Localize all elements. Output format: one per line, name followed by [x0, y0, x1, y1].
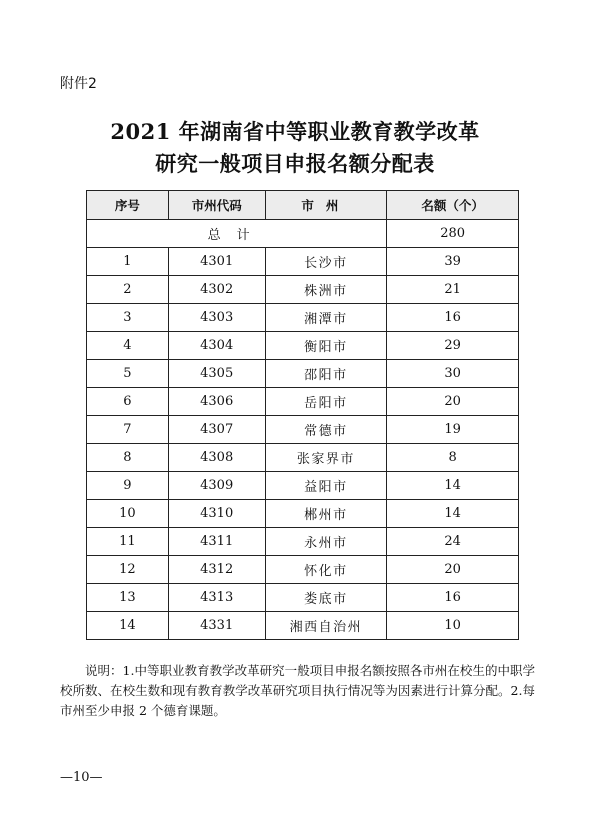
table-row	[87, 388, 519, 416]
row-city: 衡阳市	[265, 332, 387, 360]
row-city: 岳阳市	[265, 388, 387, 416]
table-row	[87, 500, 519, 528]
row-city: 怀化市	[265, 556, 387, 584]
header-city	[265, 191, 387, 220]
row-city-code: 4306	[168, 388, 265, 416]
row-seq: 14	[87, 612, 169, 640]
row-quota: 21	[387, 276, 519, 304]
row-seq: 6	[87, 388, 169, 416]
row-city: 湘西自治州	[265, 612, 387, 640]
table-row	[87, 304, 519, 332]
row-city: 长沙市	[265, 248, 387, 276]
quota-allocation-table	[86, 190, 519, 640]
row-seq: 9	[87, 472, 169, 500]
row-quota: 39	[387, 248, 519, 276]
row-seq: 1	[87, 248, 169, 276]
explanatory-note: 说明：1.中等职业教育教学改革研究一般项目申报名额按照各市州在校生的中职学校所数、在校生数和现有教育教学改革研究项目执行情况等为因素进行计算分配。2.每市州至少申报 2 个德育课题。	[60, 663, 535, 718]
table-row	[87, 584, 519, 612]
row-quota: 20	[387, 556, 519, 584]
row-seq: 13	[87, 584, 169, 612]
total-value: 280	[387, 220, 519, 248]
row-seq: 8	[87, 444, 169, 472]
table-row	[87, 360, 519, 388]
row-quota: 20	[387, 388, 519, 416]
row-seq: 10	[87, 500, 169, 528]
row-city: 株洲市	[265, 276, 387, 304]
table-row	[87, 528, 519, 556]
row-city: 张家界市	[265, 444, 387, 472]
table-row	[87, 276, 519, 304]
row-city-code: 4304	[168, 332, 265, 360]
row-quota: 10	[387, 612, 519, 640]
row-city-code: 4302	[168, 276, 265, 304]
row-city-code: 4311	[168, 528, 265, 556]
row-city: 永州市	[265, 528, 387, 556]
total-row	[87, 220, 519, 248]
row-city-code: 4308	[168, 444, 265, 472]
table-row	[87, 472, 519, 500]
row-quota: 16	[387, 304, 519, 332]
row-seq: 12	[87, 556, 169, 584]
row-city: 娄底市	[265, 584, 387, 612]
header-city-code: 市州代码	[168, 191, 265, 220]
row-seq: 2	[87, 276, 169, 304]
header-seq: 序号	[87, 191, 169, 220]
row-city-code: 4307	[168, 416, 265, 444]
row-city: 益阳市	[265, 472, 387, 500]
header-city-label: 市州	[301, 198, 351, 213]
table-row	[87, 556, 519, 584]
row-city-code: 4312	[168, 556, 265, 584]
row-city-code: 4309	[168, 472, 265, 500]
row-city-code: 4303	[168, 304, 265, 332]
row-seq: 7	[87, 416, 169, 444]
row-quota: 8	[387, 444, 519, 472]
row-seq: 4	[87, 332, 169, 360]
row-city: 常德市	[265, 416, 387, 444]
row-quota: 30	[387, 360, 519, 388]
row-city-code: 4305	[168, 360, 265, 388]
page-number: —10—	[60, 770, 103, 785]
row-quota: 14	[387, 472, 519, 500]
row-quota: 24	[387, 528, 519, 556]
row-city-code: 4301	[168, 248, 265, 276]
row-city: 邵阳市	[265, 360, 387, 388]
row-quota: 29	[387, 332, 519, 360]
row-city-code: 4313	[168, 584, 265, 612]
row-city-code: 4331	[168, 612, 265, 640]
row-quota: 14	[387, 500, 519, 528]
row-city: 郴州市	[265, 500, 387, 528]
row-quota: 16	[387, 584, 519, 612]
table-row	[87, 332, 519, 360]
document-title-line-2: 研究一般项目申报名额分配表	[155, 151, 435, 176]
row-seq: 11	[87, 528, 169, 556]
header-quota: 名额（个）	[387, 191, 519, 220]
total-label: 总计	[87, 220, 387, 248]
row-quota: 19	[387, 416, 519, 444]
row-seq: 3	[87, 304, 169, 332]
table-row	[87, 612, 519, 640]
document-title-line-1: 2021 年湖南省中等职业教育教学改革	[110, 119, 480, 144]
row-city-code: 4310	[168, 500, 265, 528]
attachment-label: 附件2	[60, 76, 97, 92]
row-seq: 5	[87, 360, 169, 388]
table-row	[87, 416, 519, 444]
table-header-row	[87, 191, 519, 220]
table-row	[87, 248, 519, 276]
table-row	[87, 444, 519, 472]
row-city: 湘潭市	[265, 304, 387, 332]
